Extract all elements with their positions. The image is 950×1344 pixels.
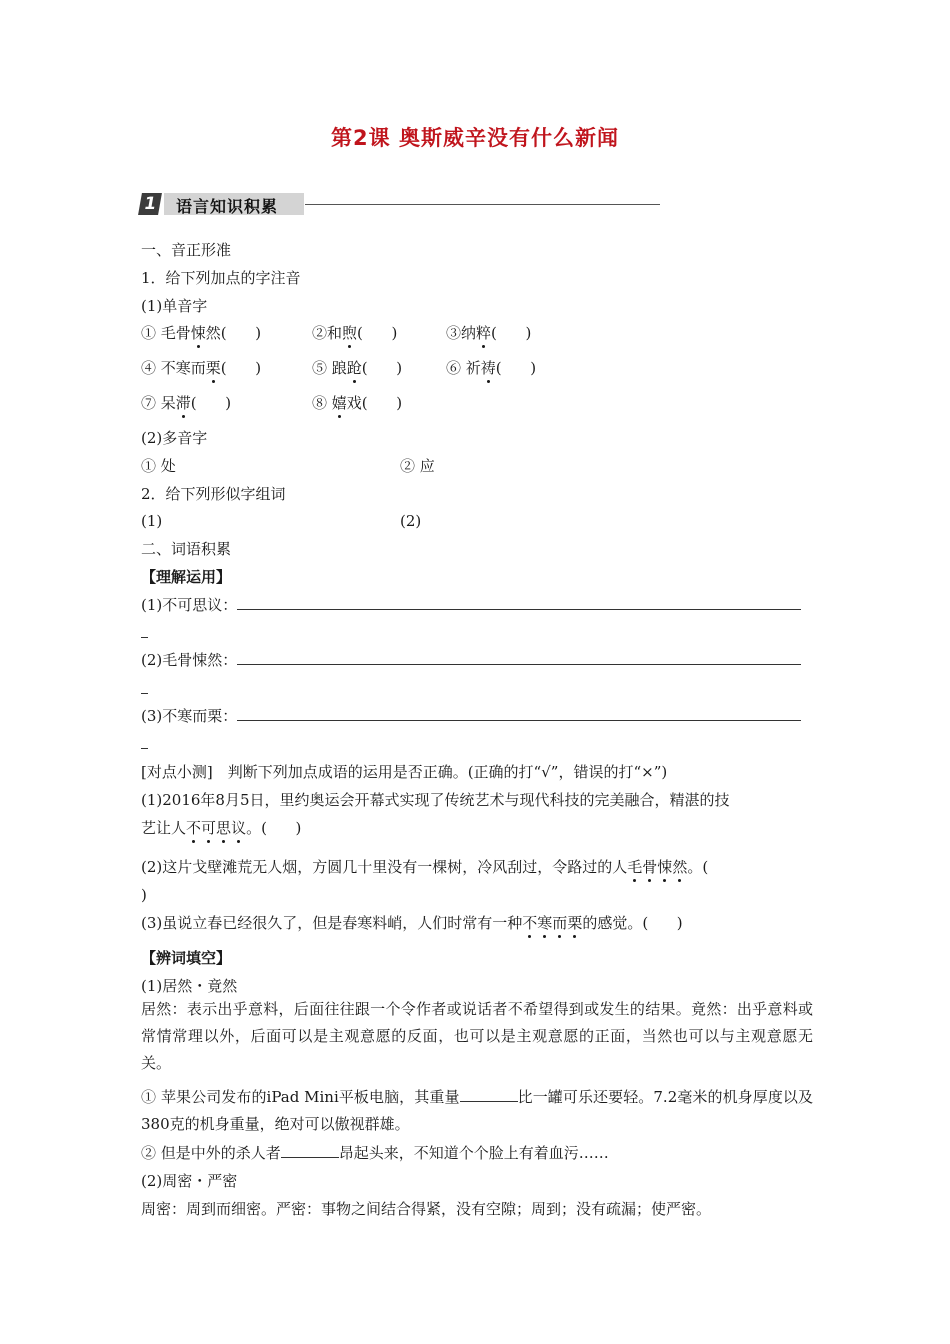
dotted-char: 而: [552, 914, 568, 932]
section-divider: [305, 204, 660, 205]
dotted-char: 可: [201, 819, 217, 837]
dotted-char: 思: [216, 819, 232, 837]
dotted-char: 祷: [480, 359, 496, 377]
definition-3: (3)不寒而栗：: [141, 706, 801, 726]
test-1-line-2: 艺让人不可思议。( ): [141, 819, 302, 837]
test-intro: [对点小测] 判断下列加点成语的运用是否正确。(正确的打“√”，错误的打“×”): [141, 763, 668, 781]
dotted-char: 寒: [537, 914, 553, 932]
word-pair-2-title: (2)周密・严密: [141, 1172, 238, 1190]
dotted-char: 毛: [627, 858, 643, 876]
item-7: ⑦ 呆滞( ): [141, 394, 232, 412]
multi-char-1: ① 处: [141, 457, 176, 475]
fill-blank: [460, 1087, 518, 1102]
dotted-char: 议: [231, 819, 247, 837]
dotted-char: 粹: [476, 324, 492, 342]
dotted-char: 然: [672, 858, 688, 876]
answer-line-tail: [141, 637, 148, 638]
test-1-line-1: (1)2016年8月5日，里约奥运会开幕式实现了传统艺术与现代科技的完美融合，精湛的技: [141, 791, 730, 809]
similar-2: (2): [400, 512, 422, 530]
answer-line-tail: [141, 748, 148, 749]
item-2: ②和煦( ): [312, 324, 398, 342]
answer-line: [237, 650, 801, 665]
question-2: 2．给下列形似字组词: [141, 485, 286, 503]
dotted-char: 跄: [346, 359, 362, 377]
test-3: (3)虽说立春已经很久了，但是春寒料峭，人们时常有一种不寒而栗的感觉。( ): [141, 914, 683, 932]
word-pair-2-definition: 周密：周到而细密。严密：事物之间结合得紧，没有空隙；周到；没有疏漏；使严密。: [141, 1200, 712, 1218]
dotted-char: 嬉: [331, 394, 347, 412]
definition-2: (2)毛骨悚然：: [141, 650, 801, 670]
dotted-idiom: [186, 819, 246, 837]
dotted-char: 栗: [567, 914, 583, 932]
understand-heading: 【理解运用】: [141, 568, 232, 586]
dotted-char: 不: [186, 819, 202, 837]
dotted-idiom: [522, 914, 582, 932]
distinguish-heading: 【辨词填空】: [141, 949, 232, 967]
word-pair-1-sentence-2: ② 但是中外的杀人者 昂起头来，不知道个个脸上有着血污……: [141, 1144, 609, 1162]
test-2-line-1: (2)这片戈壁滩荒无人烟，方圆几十里没有一棵树，冷风刮过，令路过的人毛骨悚然。(: [141, 858, 709, 876]
dotted-char: 栗: [205, 359, 221, 377]
fill-blank: [281, 1143, 339, 1158]
sub-multi-char: (2)多音字: [141, 429, 208, 447]
word-pair-1-definition: 居然：表示出乎意料，后面往往跟一个令作者或说话者不希望得到或发生的结果。竟然：出乎意料或常情常理以外，后面可以是主观意愿的反面，也可以是主观意愿的正面，当然也可以与主观意愿无关。: [141, 1000, 813, 1072]
dotted-char: 悚: [657, 858, 673, 876]
page-title: 第2课 奥斯威辛没有什么新闻: [331, 126, 619, 150]
dotted-char: 滞: [175, 394, 191, 412]
item-8: ⑧ 嬉戏( ): [312, 394, 403, 412]
dotted-char: 煦: [342, 324, 358, 342]
word-pair-1-title: (1)居然・竟然: [141, 977, 238, 995]
multi-char-2: ② 应: [400, 457, 435, 475]
dotted-idiom: [627, 858, 687, 876]
question-1: 1．给下列加点的字注音: [141, 269, 301, 287]
section-number: 1: [138, 193, 162, 215]
answer-line-tail: [141, 693, 148, 694]
word-pair-1-sentence-1: ① 苹果公司发布的iPad Mini平板电脑，其重量 比一罐可乐还要轻。7.2毫米的机身厚度以及380克的机身重量，绝对可以傲视群雄。: [141, 1088, 813, 1133]
section-label: 语言知识积累: [176, 197, 279, 216]
answer-line: [237, 706, 801, 721]
answer-line: [237, 595, 801, 610]
definition-1: (1)不可思议：: [141, 595, 801, 615]
item-6: ⑥ 祈祷( ): [446, 359, 537, 377]
test-2-line-2: ): [141, 886, 147, 904]
dotted-char: 悚: [190, 324, 206, 342]
item-3: ③纳粹( ): [446, 324, 532, 342]
item-1: ① 毛骨悚然( ): [141, 324, 262, 342]
dotted-char: 骨: [642, 858, 658, 876]
part2-heading: 二、词语积累: [141, 540, 232, 558]
part1-heading: 一、音正形准: [141, 241, 232, 259]
item-4: ④ 不寒而栗( ): [141, 359, 262, 377]
sub-single-char: (1)单音字: [141, 297, 208, 315]
item-5: ⑤ 踉跄( ): [312, 359, 403, 377]
dotted-char: 不: [522, 914, 538, 932]
similar-1: (1): [141, 512, 163, 530]
